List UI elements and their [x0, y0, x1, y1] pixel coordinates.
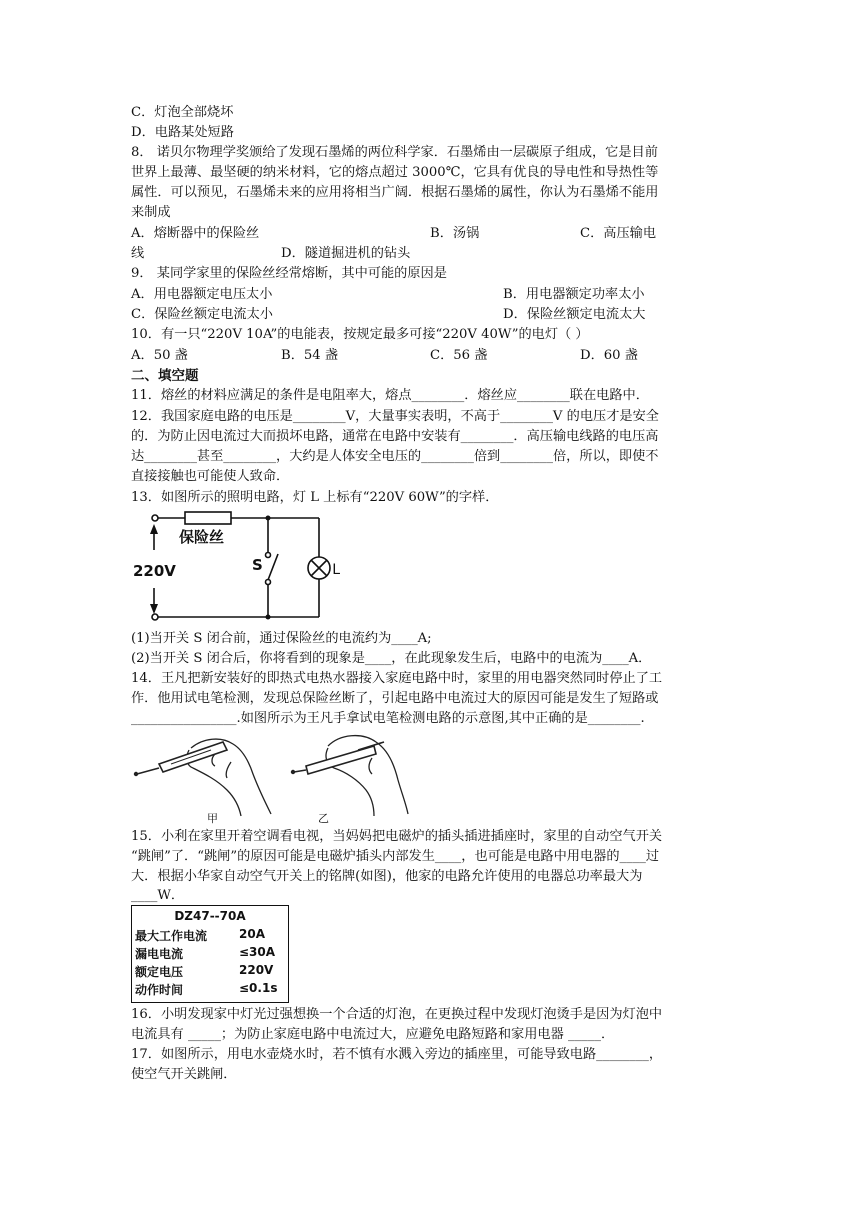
q12-text-line-1: 12．我国家庭电路的电压是________V，大量事实表明，不高于________V 的电压才是安全: [131, 409, 659, 424]
q8-option-a: A．熔断器中的保险丝: [131, 226, 260, 241]
section-heading: 二、填空题: [131, 368, 199, 384]
terminal-bottom: [152, 614, 158, 620]
q13-text: 13．如图所示的照明电路，灯 L 上标有“220V 60W”的字样．: [131, 490, 499, 505]
q11-text: 11．熔丝的材料应满足的条件是电阻率大，熔点________．熔丝应________联在电路中．: [131, 388, 649, 403]
q17-text-line-1: 17．如图所示，用电水壶烧水时，若不慎有水溅入旁边的插座里，可能导致电路________，: [131, 1047, 663, 1062]
q16-text-line-1: 16．小明发现家中灯光过强想换一个合适的灯泡，在更换过程中发现灯泡烫手是因为灯泡中: [131, 1007, 663, 1022]
nameplate-row: [135, 981, 287, 997]
nameplate-key: 动作时间: [135, 983, 184, 997]
q7-option-c: C．灯泡全部烧坏: [131, 105, 234, 120]
label-yi: 乙: [318, 812, 329, 825]
q12-text-line-3: 达________甚至________，大约是人体安全电压的________倍到________倍，所以，即使不: [131, 449, 659, 464]
q16-text-line-2: 电流具有 _____；为防止家庭电路中电流过大，应避免电路短路和家用电器 _____．: [131, 1027, 615, 1042]
nameplate-key: 漏电电流: [135, 947, 184, 961]
nameplate-value: ≤0.1s: [239, 981, 278, 995]
q15-text-line-4: ____W．: [131, 888, 185, 903]
q8-text-line-3: 属性．可以预见，石墨烯未来的应用将相当广阔．根据石墨烯的属性，你认为石墨烯不能用: [131, 185, 659, 200]
fuse-label: 保险丝: [179, 528, 225, 546]
q7-option-d: D．电路某处短路: [131, 125, 234, 140]
q10-option-a: A．50 盏: [131, 348, 188, 363]
q10-option-c: C．56 盏: [430, 348, 488, 363]
test-pen-illustration-left: [131, 728, 281, 824]
test-pen-illustration-right: [288, 728, 412, 824]
switch-label: S: [252, 556, 263, 574]
test-pen-body: [306, 746, 376, 774]
terminal-top: [152, 515, 158, 521]
q15-text-line-2: “跳闸”了．“跳闸”的原因可能是电磁炉插头内部发生____，也可能是电路中用电器的____过: [131, 849, 660, 864]
nameplate-row: [135, 945, 287, 961]
q12-text-line-4: 直接接触也可能使人致命．: [131, 469, 290, 484]
q8-option-c: C．高压输电: [580, 226, 657, 241]
q8-option-c-wrap: 线: [131, 246, 145, 261]
q8-text-line-1: 8． 诺贝尔物理学奖颁给了发现石墨烯的两位科学家．石墨烯由一层碳原子组成，它是目前: [131, 145, 658, 160]
q9-text: 9． 某同学家里的保险丝经常熔断，其中可能的原因是: [131, 266, 447, 281]
voltage-label: 220V: [133, 562, 176, 580]
q8-option-b: B．汤锅: [430, 226, 480, 241]
nameplate-value: 20A: [239, 927, 265, 941]
q8-text-line-2: 世界上最薄、最坚硬的纳米材料，它的熔点超过 3000℃，它具有优良的导电性和导热性等: [131, 165, 659, 180]
nameplate-key: 额定电压: [135, 965, 184, 979]
q8-text-line-4: 来制成: [131, 205, 171, 220]
q17-text-line-2: 使空气开关跳闸．: [131, 1067, 237, 1082]
q10-text: 10．有一只“220V 10A”的电能表，按规定最多可接“220V 40W”的电灯（ ）: [131, 327, 589, 342]
q15-text-line-3: 大．根据小华家自动空气开关上的铭牌(如图)，他家的电路允许使用的电器总功率最大为: [131, 869, 643, 884]
q10-option-b: B．54 盏: [281, 348, 339, 363]
q14-text-line-3: ________________.如图所示为王凡手拿试电笔检测电路的示意图,其中正确的是________.: [131, 711, 645, 726]
q15-text-line-1: 15．小利在家里开着空调看电视，当妈妈把电磁炉的插头插进插座时，家里的自动空气开关: [131, 829, 663, 844]
breaker-nameplate: [131, 905, 289, 1003]
arrow-up-icon: [150, 524, 158, 534]
arrow-down-icon: [150, 604, 158, 614]
q10-option-d: D．60 盏: [580, 348, 638, 363]
fuse-symbol: [185, 512, 231, 524]
q13-part-2: (2)当开关 S 闭合后，你将看到的现象是____，在此现象发生后，电路中的电流为____A．: [131, 651, 652, 666]
q9-option-d: D．保险丝额定电流太大: [503, 307, 646, 322]
nameplate-row: [135, 927, 287, 943]
q13-part-1: (1)当开关 S 闭合前，通过保险丝的电流约为____A;: [131, 631, 432, 646]
q9-option-c: C．保险丝额定电流太小: [131, 307, 273, 322]
lamp-label: L: [332, 562, 340, 578]
label-jia: 甲: [207, 812, 218, 825]
q12-text-line-2: 的．为防止因电流过大而损坏电路，通常在电路中安装有________．高压输电线路的电压高: [131, 429, 659, 444]
q9-option-a: A．用电器额定电压太小: [131, 287, 273, 302]
q14-text-line-1: 14．王凡把新安装好的即热式电热水器接入家庭电路中时，家里的用电器突然同时停止了工: [131, 671, 663, 686]
nameplate-value: ≤30A: [239, 945, 276, 959]
circuit-diagram: [131, 508, 340, 624]
nameplate-row: [135, 963, 287, 979]
nameplate-value: 220V: [239, 963, 274, 977]
q9-option-b: B．用电器额定功率太小: [503, 287, 645, 302]
nameplate-key: 最大工作电流: [135, 929, 208, 943]
q14-text-line-2: 作．他用试电笔检测，发现总保险丝断了，引起电路中电流过大的原因可能是发生了短路或: [131, 691, 659, 706]
nameplate-model: DZ47--70A: [174, 909, 246, 923]
q8-option-d: D．隧道掘进机的钻头: [281, 246, 411, 261]
